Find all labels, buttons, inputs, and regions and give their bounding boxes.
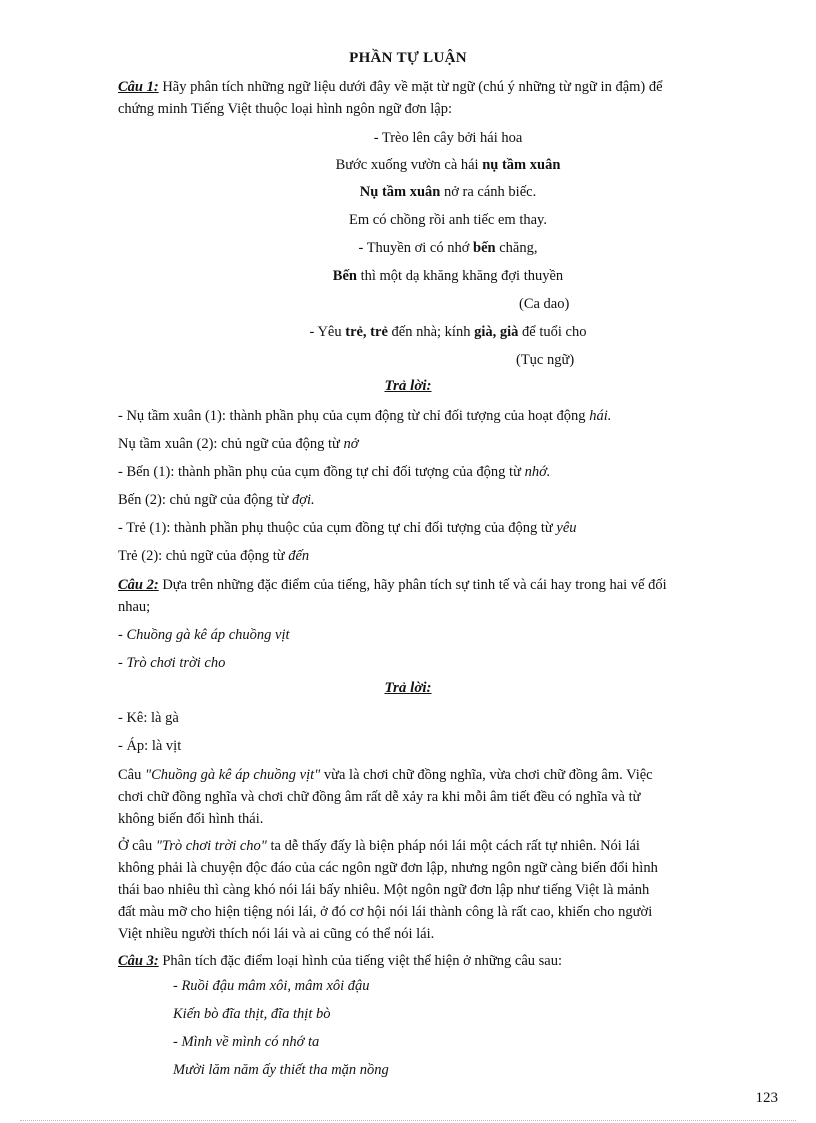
q1-answer-1: - Nụ tầm xuân (1): thành phần phụ của cụm động từ chỉ đối tượng của hoạt động hái. — [118, 408, 612, 424]
q1-prompt-line-1: Câu 1: Hãy phân tích những ngữ liệu dưới đây về mặt từ ngữ (chú ý những từ ngữ in đậm) để — [118, 79, 663, 95]
q1-answer-2: Nụ tầm xuân (2): chủ ngữ của động từ nở — [118, 436, 359, 452]
q2-answer-1: - Kê: là gà — [118, 710, 179, 726]
verse-line-3: Nụ tầm xuân nở ra cánh biếc. — [359, 184, 537, 200]
q3-example-3: - Mình về mình có nhớ ta — [173, 1034, 320, 1050]
verse-source-tuc-ngu: (Tục ngữ) — [516, 352, 575, 368]
q2-prompt-line-2: nhau; — [118, 599, 151, 615]
q2-paragraph-1-line-2: chơi chữ đồng nghĩa và chơi chữ đồng âm rất dễ xảy ra khi mỗi âm tiết đều có nghĩa và từ — [118, 789, 641, 805]
q2-paragraph-2-line-1: Ở câu "Trò chơi trời cho" ta dễ thấy đấy là biện pháp nói lái một cách rất tự nhiên. Nói lái — [118, 838, 640, 854]
q2-label: Câu 2: — [118, 577, 159, 593]
q1-answer-6: Trẻ (2): chủ ngữ của động từ đến — [118, 548, 310, 564]
q2-paragraph-1-line-1: Câu "Chuồng gà kê áp chuồng vịt" vừa là chơi chữ đồng nghĩa, vừa chơi chữ đồng âm. Việc — [118, 767, 653, 783]
q3-label: Câu 3: — [118, 953, 159, 969]
q2-paragraph-2-line-4: đất màu mỡ cho hiện tiệng nói lái, ở đó cơ hội nói lái thành công là rất cao, khiến cho người — [118, 904, 653, 920]
q3-example-4: Mười lăm năm ấy thiết tha mặn nồng — [173, 1062, 389, 1078]
page-number: 123 — [755, 1090, 778, 1106]
q3-prompt: Câu 3: Phân tích đặc điểm loại hình của tiếng việt thể hiện ở những câu sau: — [118, 953, 562, 969]
q1-label: Câu 1: — [118, 79, 159, 95]
verse-line-2: Bước xuống vườn cà hái nụ tầm xuân — [335, 157, 561, 173]
q2-answer-2: - Áp: là vịt — [118, 738, 182, 754]
verse-line-5: - Thuyền ơi có nhớ bến chăng, — [358, 240, 538, 256]
q1-answer-3: - Bến (1): thành phần phụ của cụm đồng tự chỉ đối tượng của động từ nhớ. — [118, 464, 551, 480]
q3-example-1: - Ruồi đậu mâm xôi, mâm xôi đậu — [173, 978, 370, 994]
q2-answer-heading: Trả lời: — [384, 680, 432, 696]
q2-example-2: - Trò chơi trời cho — [118, 655, 226, 671]
q2-paragraph-2-line-2: không phải là chuyện độc đáo của các ngôn ngữ đơn lập, nhưng ngôn ngữ càng biến đổi hình — [118, 860, 658, 876]
verse-source-ca-dao: (Ca dao) — [519, 296, 570, 312]
q2-paragraph-1-line-3: không biến đổi hình thái. — [118, 811, 264, 827]
q1-answer-4: Bến (2): chủ ngữ của động từ đợi. — [118, 492, 315, 508]
q1-prompt-line-2: chứng minh Tiếng Việt thuộc loại hình ngôn ngữ đơn lập: — [118, 101, 452, 117]
q2-example-1: - Chuồng gà kê áp chuồng vịt — [118, 627, 290, 643]
q2-paragraph-2-line-5: Việt nhiều người thích nói lái và ai cũng có thể nói lái. — [118, 926, 435, 942]
q1-answer-heading: Trả lời: — [384, 378, 432, 394]
q1-answer-5: - Trẻ (1): thành phần phụ thuộc của cụm đồng tự chỉ đối tượng của động từ yêu — [118, 520, 577, 536]
q2-paragraph-2-line-3: thái bao nhiêu thì càng khó nói lái bấy nhiêu. Một ngôn ngữ đơn lập như tiếng Việt là mảnh — [118, 882, 650, 898]
verse-line-6: Bến thì một dạ khăng khăng đợi thuyền — [332, 268, 564, 284]
verse-line-4: Em có chồng rồi anh tiếc em thay. — [349, 212, 547, 228]
q2-prompt-line-1: Câu 2: Dựa trên những đặc điểm của tiếng, hãy phân tích sự tinh tế và cái hay trong hai vế đối — [118, 577, 667, 593]
verse-line-1: - Trèo lên cây bởi hái hoa — [373, 130, 523, 146]
q3-example-2: Kiến bò đĩa thịt, đĩa thịt bò — [173, 1006, 331, 1022]
verse-line-7: - Yêu trẻ, trẻ đến nhà; kính già, già để tuổi cho — [309, 324, 587, 340]
page-bottom-rule — [20, 1120, 796, 1121]
page-title: PHẦN TỰ LUẬN — [349, 50, 467, 66]
